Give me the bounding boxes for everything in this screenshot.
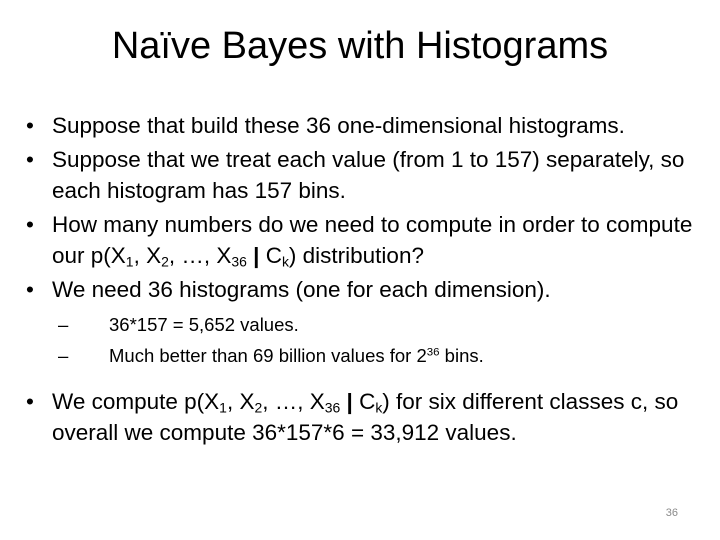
class-variable: C bbox=[359, 389, 376, 414]
sub-bullet-item-1: – 36*157 = 5,652 values. bbox=[52, 311, 706, 339]
page-number: 36 bbox=[665, 507, 678, 519]
subscript-2: 2 bbox=[161, 253, 169, 270]
subscript-36: 36 bbox=[324, 399, 341, 416]
bullet-5-separator-1: , X bbox=[226, 389, 255, 414]
superscript-36: 36 bbox=[426, 346, 440, 359]
bullet-5-text-start: We compute p(X bbox=[52, 389, 220, 414]
conditional-bar: | bbox=[246, 243, 266, 268]
bullet-5-separator-2: , …, X bbox=[262, 389, 325, 414]
subscript-1: 1 bbox=[125, 253, 134, 270]
bullet-3-text-start: How many numbers do we need to compute in order to compute our p(X bbox=[52, 212, 693, 268]
bullet-list bbox=[26, 110, 706, 451]
sub-bullet-item-2 bbox=[52, 342, 706, 370]
slide-title: Naïve Bayes with Histograms bbox=[111, 25, 609, 67]
bullet-item-5 bbox=[26, 386, 706, 448]
bullet-3-separator-2: , …, X bbox=[168, 243, 232, 268]
class-variable: C bbox=[265, 243, 282, 268]
subscript-36: 36 bbox=[231, 253, 247, 270]
bullet-3-text-end: ) distribution? bbox=[288, 243, 424, 268]
conditional-bar: | bbox=[340, 389, 360, 414]
sub-bullet-list bbox=[52, 311, 706, 370]
bullet-item-3 bbox=[26, 209, 706, 271]
subscript-k: k bbox=[375, 399, 383, 416]
bullet-4-text: We need 36 histograms (one for each dimension). bbox=[52, 277, 551, 302]
subscript-k: k bbox=[281, 253, 289, 270]
bullet-5-text-end: ) for six different classes c, so overall we compute 36*157*6 = 33,912 values. bbox=[52, 389, 679, 445]
sub-bullet-2-text-end: bins. bbox=[439, 345, 484, 366]
bullet-item-1: • Suppose that build these 36 one-dimensional histograms. bbox=[26, 110, 706, 141]
subscript-1: 1 bbox=[219, 399, 227, 416]
subscript-2: 2 bbox=[254, 399, 263, 416]
bullet-item-4 bbox=[26, 274, 706, 370]
bullet-3-separator-1: , X bbox=[133, 243, 162, 268]
bullet-item-2: • Suppose that we treat each value (from 1 to 157) separately, so each histogram has 157 bins. bbox=[26, 144, 706, 206]
sub-bullet-2-text-start: Much better than 69 billion values for 2 bbox=[109, 345, 427, 366]
